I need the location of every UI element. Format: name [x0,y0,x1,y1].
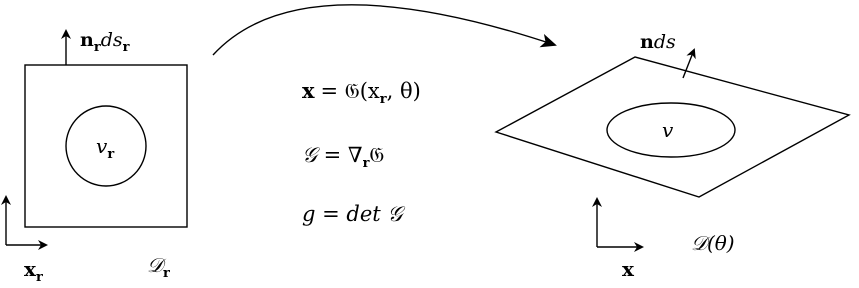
reference-axis-label: $x_r$ [24,257,43,285]
current-normal-arrow [683,50,694,78]
reference-volume-label: $v_r$ [96,134,115,162]
mapping-equations [302,78,421,226]
gradient-equation: 𝒢 = $\nabla_r𝔊$ [302,143,385,171]
current-domain-label: 𝒟(θ) [691,231,735,255]
mapping-arrow [213,5,555,55]
current-axis-label: x [622,257,634,281]
map-equation: $x = 𝔊(x_r$, θ) [302,78,421,107]
current-volume-label: v [662,118,674,142]
current-normal-label: nds [640,31,676,53]
determinant-equation: g = det 𝒢 [302,202,403,226]
reference-configuration [6,29,187,285]
reference-normal-label: $n_rds_r$ [80,29,130,55]
reference-domain-label: 𝒟$_r$ [147,253,170,281]
current-configuration [496,31,849,281]
current-axes [597,199,642,247]
reference-axes [6,197,46,245]
